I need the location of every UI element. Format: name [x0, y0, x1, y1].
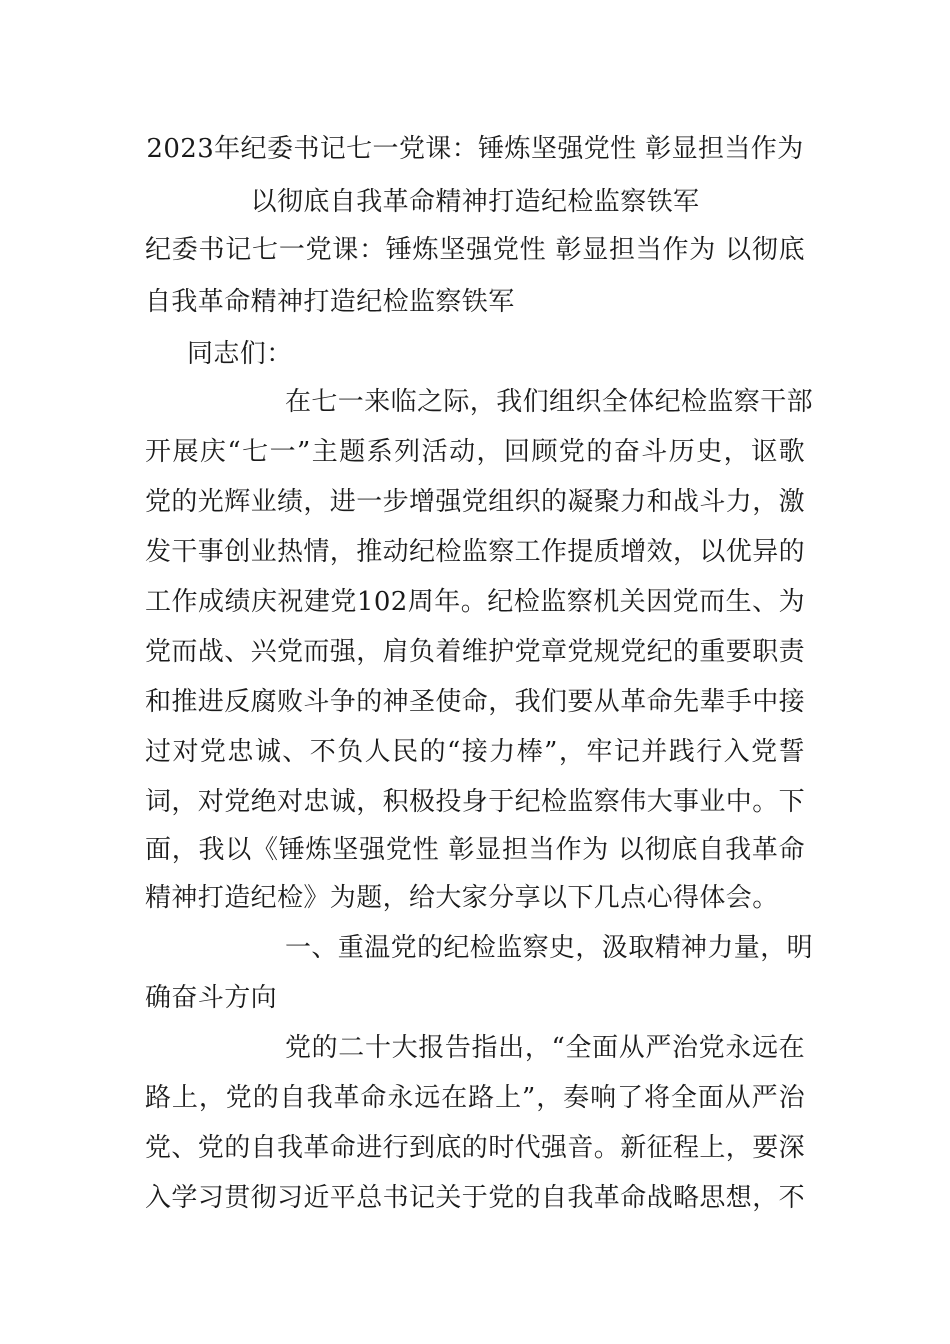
- paragraph1-line: 在七一来临之际，我们组织全体纪检监察干部: [285, 387, 814, 417]
- paragraph1-line: 过对党忠诚、不负人民的“接力棒”，牢记并践行入党誓: [145, 737, 805, 767]
- section1-heading-line: 确奋斗方向: [145, 983, 278, 1013]
- paragraph1-line: 精神打造纪检》为题，给大家分享以下几点心得体会。: [145, 883, 779, 913]
- paragraph1-line: 发干事创业热情，推动纪检监察工作提质增效，以优异的: [145, 537, 806, 567]
- paragraph1-line: 开展庆“七一”主题系列活动，回顾党的奋斗历史，讴歌: [145, 437, 805, 467]
- subtitle-line-2: 自我革命精神打造纪检监察铁军: [145, 287, 515, 317]
- paragraph2-line: 党、党的自我革命进行到底的时代强音。新征程上，要深: [145, 1133, 806, 1163]
- title-line-2: 以彻底自我革命精神打造纪检监察铁军: [250, 187, 700, 217]
- paragraph1-line: 工作成绩庆祝建党102周年。纪检监察机关因党而生、为: [145, 587, 805, 617]
- paragraph1-line: 面，我以《锤炼坚强党性 彰显担当作为 以彻底自我革命: [145, 835, 805, 865]
- paragraph1-line: 党而战、兴党而强，肩负着维护党章党规党纪的重要职责: [145, 637, 806, 667]
- subtitle-line-1: 纪委书记七一党课：锤炼坚强党性 彰显担当作为 以彻底: [145, 235, 805, 265]
- paragraph1-line: 党的光辉业绩，进一步增强党组织的凝聚力和战斗力，激: [145, 487, 806, 517]
- section1-heading-line: 一、重温党的纪检监察史，汲取精神力量，明: [285, 933, 814, 963]
- title-line-1: 2023年纪委书记七一党课：锤炼坚强党性 彰显担当作为: [146, 134, 804, 164]
- paragraph1-line: 词，对党绝对忠诚，积极投身于纪检监察伟大事业中。下: [145, 787, 806, 817]
- salutation: 同志们：: [187, 339, 293, 369]
- paragraph2-line: 入学习贯彻习近平总书记关于党的自我革命战略思想，不: [145, 1183, 806, 1213]
- paragraph2-line: 路上，党的自我革命永远在路上”，奏响了将全面从严治: [145, 1083, 805, 1113]
- paragraph2-line: 党的二十大报告指出，“全面从严治党永远在: [285, 1033, 805, 1063]
- paragraph1-line: 和推进反腐败斗争的神圣使命，我们要从革命先辈手中接: [145, 687, 806, 717]
